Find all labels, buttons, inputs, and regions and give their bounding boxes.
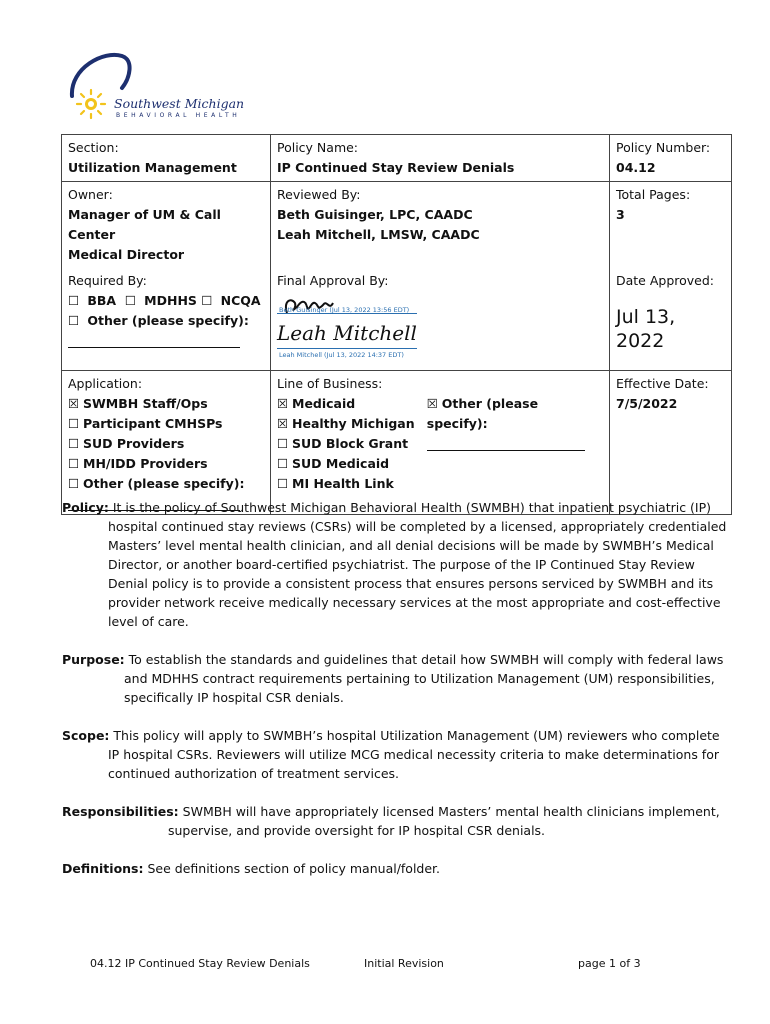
lob-label: Line of Business:: [277, 376, 383, 391]
signature-leah-mitchell: Leah Mitchell: [277, 321, 417, 345]
owner-value-2: Medical Director: [68, 247, 185, 262]
policy-number-label: Policy Number:: [616, 140, 711, 155]
required-other: Other (please specify):: [87, 313, 249, 328]
policy-number-value: 04.12: [616, 160, 656, 175]
reviewed-1: Beth Guisinger, LPC, CAADC: [277, 207, 473, 222]
scope-heading: Scope:: [62, 728, 110, 743]
application-item: MH/IDD Providers: [83, 456, 208, 471]
application-label: Application:: [68, 376, 143, 391]
checkbox-icon: ☐: [277, 476, 289, 491]
scope-text: This policy will apply to SWMBH’s hospital Utilization Management (UM) reviewers who complete IP hospital CSRs. Reviewers will utilize MCG medical necessity criteria to make determinations for continued authorization of treatment services.: [108, 728, 720, 781]
responsibilities-paragraph: [62, 802, 734, 840]
purpose-text: To establish the standards and guidelines that detail how SWMBH will comply with federal laws and MDHHS contract requirements pertaining to Utilization Management (UM) responsibilities, specifically IP hospital CSR denials.: [124, 652, 724, 705]
policy-heading: Policy:: [62, 500, 109, 515]
purpose-heading: Purpose:: [62, 652, 125, 667]
reviewed-2: Leah Mitchell, LMSW, CAADC: [277, 227, 480, 242]
lob-other: Other (please specify):: [426, 396, 539, 431]
scope-paragraph: [62, 726, 734, 783]
required-mdhhs: MDHHS: [144, 293, 197, 308]
checkbox-icon: ☐: [124, 293, 137, 308]
checkbox-icon: ☐: [68, 293, 80, 308]
date-approved-value: Jul 13, 2022: [616, 306, 676, 352]
policy-name-label: Policy Name:: [277, 140, 359, 155]
policy-header-table: [61, 134, 732, 515]
required-ncqa: NCQA: [220, 293, 261, 308]
required-bba: BBA: [87, 293, 117, 308]
effective-value: 7/5/2022: [616, 396, 678, 411]
lob-item: MI Health Link: [292, 476, 394, 491]
definitions-paragraph: [62, 859, 734, 878]
required-label: Required By:: [68, 273, 147, 288]
signature-line: [277, 348, 417, 349]
definitions-heading: Definitions:: [62, 861, 144, 876]
signature-caption-1: Beth Guisinger (Jul 13, 2022 13:56 EDT): [279, 306, 410, 314]
responsibilities-heading: Responsibilities:: [62, 804, 179, 819]
date-approved-label: Date Approved:: [616, 273, 715, 288]
total-pages-value: 3: [616, 207, 625, 222]
application-item: SWMBH Staff/Ops: [83, 396, 208, 411]
checkbox-icon: ☐: [68, 476, 80, 491]
checkbox-icon: ☐: [68, 313, 80, 328]
policy-text: It is the policy of Southwest Michigan Behavioral Health (SWMBH) that inpatient psychiatric (IP) hospital continued stay reviews (CSRs) will be completed by a licensed, appropriately credentialed Masters’ level mental health clinician, and all denial decisions will be made by SWMBH’s Medical Director, or another board-certified psychiatrist. The purpose of the IP Continued Stay Review Denial policy is to provide a consistent process that ensures persons serviced by SWMBH and its provider network receive medically necessary services at the most appropriate and cost-effective level of care.: [108, 500, 727, 629]
footer-document-name: 04.12 IP Continued Stay Review Denials: [90, 957, 310, 970]
policy-paragraph: [62, 498, 734, 631]
owner-value-1: Manager of UM & Call Center: [68, 207, 221, 242]
owner-label: Owner:: [68, 187, 113, 202]
definitions-text: See definitions section of policy manual/folder.: [147, 861, 441, 876]
policy-name-value: IP Continued Stay Review Denials: [277, 160, 515, 175]
checkbox-checked-icon: ☒: [426, 396, 438, 411]
application-item: Other (please specify):: [83, 476, 245, 491]
reviewed-label: Reviewed By:: [277, 187, 361, 202]
section-label: Section:: [68, 140, 119, 155]
lob-item: Medicaid: [292, 396, 356, 411]
final-approval-label: Final Approval By:: [277, 273, 389, 288]
required-row: [68, 293, 261, 308]
section-value: Utilization Management: [68, 160, 237, 175]
effective-label: Effective Date:: [616, 376, 709, 391]
policy-body: [62, 498, 734, 897]
checkbox-icon: ☐: [277, 436, 289, 451]
checkbox-icon: ☐: [68, 416, 80, 431]
checkbox-checked-icon: ☒: [68, 396, 80, 411]
lob-item: Healthy Michigan: [292, 416, 415, 431]
blank-line: [68, 331, 240, 348]
checkbox-checked-icon: ☒: [277, 416, 289, 431]
footer-page-number: page 1 of 3: [578, 957, 641, 970]
lob-item: SUD Block Grant: [292, 436, 409, 451]
blank-line: [427, 434, 585, 451]
lob-item: SUD Medicaid: [292, 456, 390, 471]
logo-subtitle: BEHAVIORAL HEALTH: [116, 112, 241, 119]
checkbox-icon: ☐: [277, 456, 289, 471]
application-item: Participant CMHSPs: [83, 416, 223, 431]
total-pages-label: Total Pages:: [616, 187, 691, 202]
signature-caption-2: Leah Mitchell (Jul 13, 2022 14:37 EDT): [279, 351, 404, 359]
purpose-paragraph: [62, 650, 734, 707]
application-item: SUD Providers: [83, 436, 185, 451]
checkbox-icon: ☐: [201, 293, 213, 308]
logo-name: Southwest Michigan: [114, 96, 245, 111]
checkbox-checked-icon: ☒: [277, 396, 289, 411]
checkbox-icon: ☐: [68, 456, 80, 471]
checkbox-icon: ☐: [68, 436, 80, 451]
footer-revision: Initial Revision: [364, 957, 444, 970]
responsibilities-text: SWMBH will have appropriately licensed Masters’ mental health clinicians implement, supervise, and provide oversight for IP hospital CSR denials.: [168, 804, 720, 838]
